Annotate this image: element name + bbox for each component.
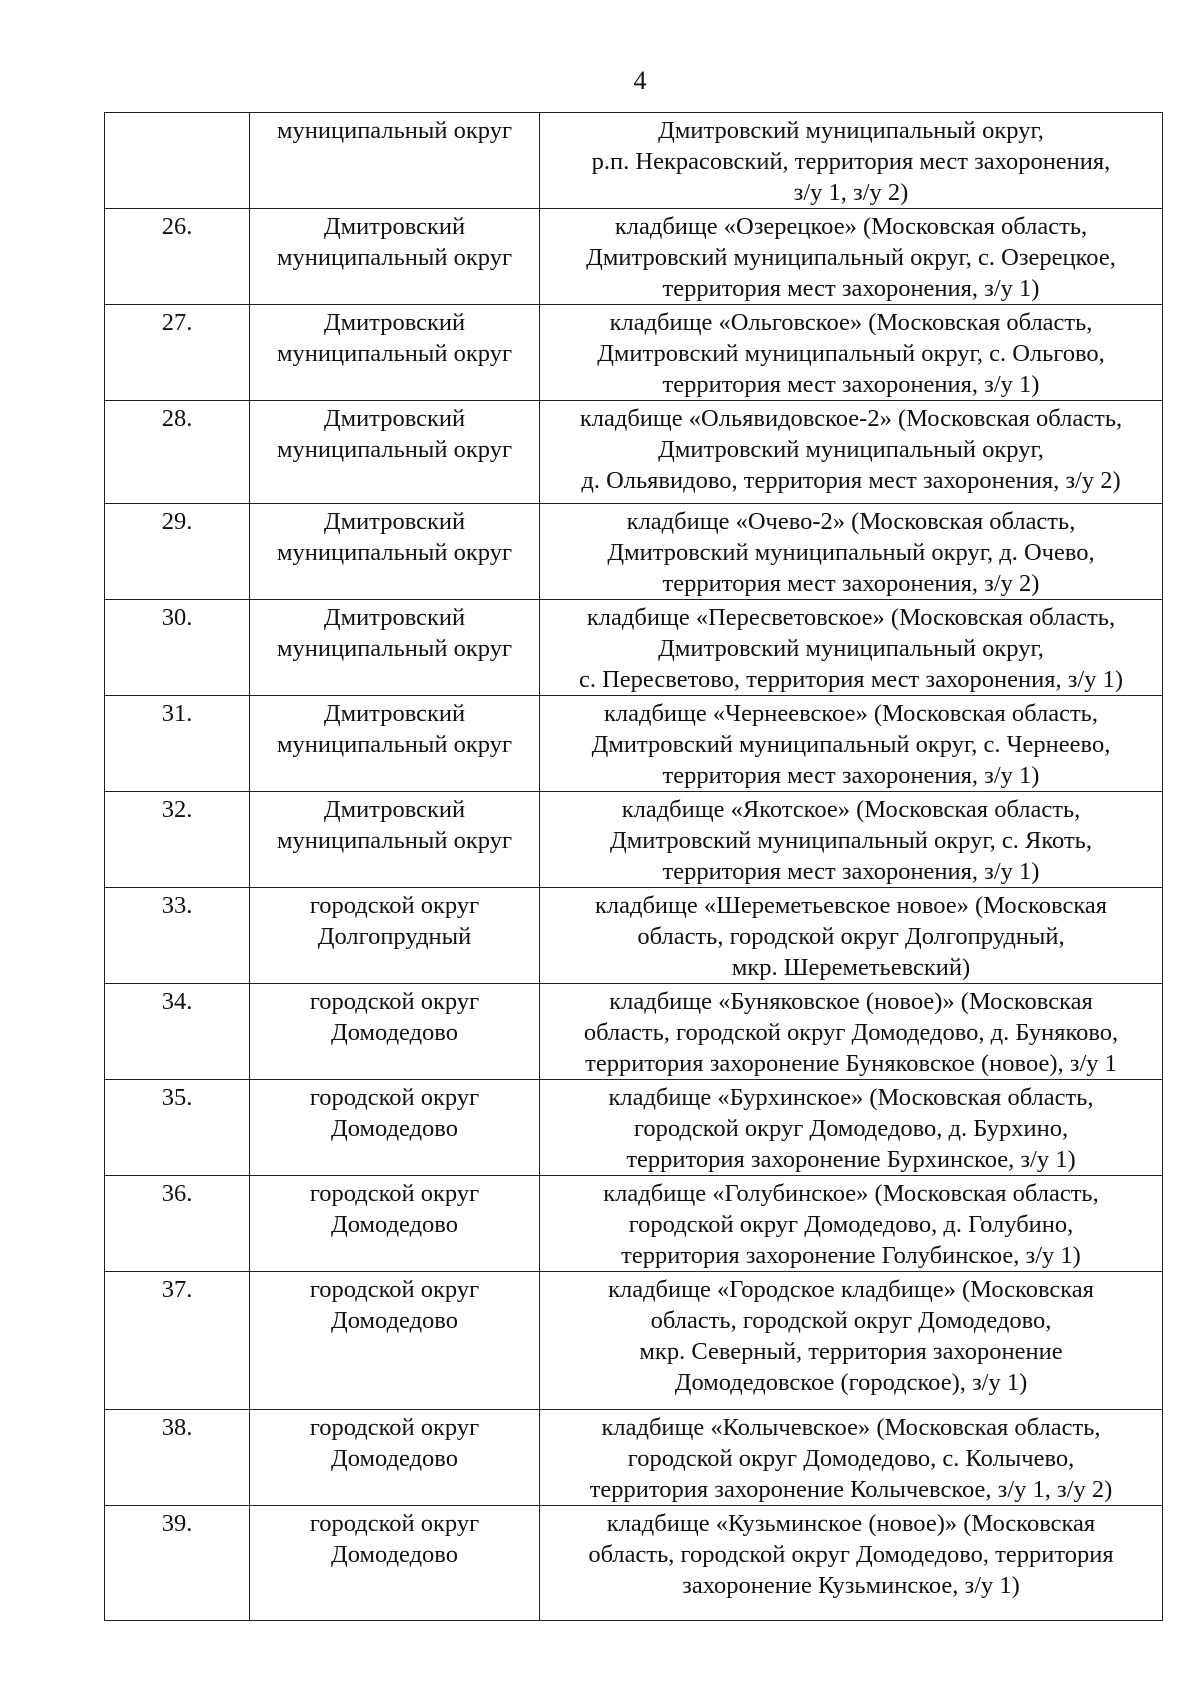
cemetery-line: область, городской округ Долгопрудный, bbox=[637, 923, 1065, 950]
cemetery-line: Домодедовское (городское), з/у 1) bbox=[674, 1369, 1028, 1396]
cemetery-line: кладбище «Пересветовское» (Московская область, bbox=[586, 604, 1116, 631]
cemetery-line: д. Ольявидово, территория мест захоронения, з/у 2) bbox=[581, 467, 1121, 494]
row-number-cell bbox=[105, 305, 250, 401]
municipality-cell bbox=[250, 984, 540, 1080]
cemetery-line: Дмитровский муниципальный округ, bbox=[658, 117, 1044, 144]
municipality-cell bbox=[250, 888, 540, 984]
row-number-cell bbox=[105, 401, 250, 504]
cemetery-line: городской округ Домодедово, д. Бурхино, bbox=[633, 1115, 1069, 1142]
municipality-line: городской округ bbox=[309, 1276, 480, 1303]
cemetery-line: территория захоронение Колычевское, з/у 1, з/у 2) bbox=[589, 1476, 1113, 1503]
row-number-cell bbox=[105, 984, 250, 1080]
row-number: 30. bbox=[161, 604, 193, 631]
cemetery-line: территория мест захоронения, з/у 1) bbox=[662, 762, 1040, 789]
municipality-line: Дмитровский bbox=[323, 508, 466, 535]
row-number-cell bbox=[105, 600, 250, 696]
row-number: 37. bbox=[161, 1276, 193, 1303]
municipality-line: муниципальный округ bbox=[277, 827, 512, 854]
cemetery-line: мкр. Шереметьевский) bbox=[731, 954, 971, 981]
table-row bbox=[105, 1080, 1163, 1176]
cemetery-line: Дмитровский муниципальный округ, bbox=[658, 436, 1044, 463]
municipality-line: муниципальный округ bbox=[277, 340, 512, 367]
cemetery-line: кладбище «Озерецкое» (Московская область, bbox=[614, 213, 1088, 240]
cemetery-cell bbox=[540, 113, 1163, 209]
cemetery-cell bbox=[540, 209, 1163, 305]
row-number: 34. bbox=[161, 988, 193, 1015]
municipality-line: Домодедово bbox=[331, 1445, 458, 1472]
cemetery-cell bbox=[540, 305, 1163, 401]
municipality-line: Домодедово bbox=[331, 1211, 458, 1238]
page-number: 4 bbox=[633, 66, 647, 95]
cemetery-line: территория мест захоронения, з/у 1) bbox=[662, 858, 1040, 885]
cemetery-line: Дмитровский муниципальный округ, д. Очево, bbox=[607, 539, 1095, 566]
municipality-cell bbox=[250, 1272, 540, 1410]
table-row bbox=[105, 1506, 1163, 1621]
cemetery-line: кладбище «Бурхинское» (Московская область, bbox=[608, 1084, 1094, 1111]
cemetery-cell bbox=[540, 792, 1163, 888]
municipality-line: городской округ bbox=[309, 1414, 480, 1441]
row-number: 28. bbox=[161, 405, 193, 432]
cemetery-cell bbox=[540, 696, 1163, 792]
municipality-line: Домодедово bbox=[331, 1115, 458, 1142]
cemetery-line: кладбище «Колычевское» (Московская область, bbox=[601, 1414, 1101, 1441]
row-number-cell bbox=[105, 209, 250, 305]
row-number: 26. bbox=[161, 213, 193, 240]
cemetery-line: Дмитровский муниципальный округ, с. Чернеево, bbox=[591, 731, 1111, 758]
municipality-line: муниципальный округ bbox=[277, 731, 512, 758]
municipality-line: городской округ bbox=[309, 988, 480, 1015]
cemetery-line: кладбище «Якотское» (Московская область, bbox=[621, 796, 1081, 823]
cemetery-cell bbox=[540, 1080, 1163, 1176]
cemetery-line: мкр. Северный, территория захоронение bbox=[639, 1338, 1063, 1365]
municipality-cell bbox=[250, 696, 540, 792]
table-row bbox=[105, 984, 1163, 1080]
cemetery-line: кладбище «Ольговское» (Московская область, bbox=[609, 309, 1093, 336]
row-number-cell bbox=[105, 113, 250, 209]
table-row bbox=[105, 401, 1163, 504]
municipality-line: Домодедово bbox=[331, 1541, 458, 1568]
municipality-line: Дмитровский bbox=[323, 309, 466, 336]
cemetery-line: территория захоронение Голубинское, з/у 1) bbox=[621, 1242, 1081, 1269]
municipality-line: Дмитровский bbox=[323, 700, 466, 727]
row-number-cell bbox=[105, 1176, 250, 1272]
table-row bbox=[105, 696, 1163, 792]
municipality-cell bbox=[250, 1080, 540, 1176]
municipality-cell bbox=[250, 600, 540, 696]
municipality-line: Дмитровский bbox=[323, 796, 466, 823]
cemetery-line: кладбище «Чернеевское» (Московская область, bbox=[604, 700, 1098, 727]
cemetery-cell bbox=[540, 1176, 1163, 1272]
row-number-cell bbox=[105, 1410, 250, 1506]
table-row bbox=[105, 113, 1163, 209]
cemetery-line: территория захоронение Бурхинское, з/у 1) bbox=[626, 1146, 1076, 1173]
municipality-cell bbox=[250, 1506, 540, 1621]
municipality-cell bbox=[250, 401, 540, 504]
cemetery-line: территория мест захоронения, з/у 1) bbox=[662, 371, 1040, 398]
row-number: 27. bbox=[161, 309, 193, 336]
cemetery-cell bbox=[540, 401, 1163, 504]
municipality-cell bbox=[250, 504, 540, 600]
municipality-line: Долгопрудный bbox=[317, 923, 472, 950]
row-number-cell bbox=[105, 888, 250, 984]
cemetery-line: Дмитровский муниципальный округ, bbox=[658, 635, 1044, 662]
cemetery-line: городской округ Домодедово, с. Колычево, bbox=[627, 1445, 1075, 1472]
cemetery-line: Дмитровский муниципальный округ, с. Озерецкое, bbox=[586, 244, 1116, 271]
cemetery-line: кладбище «Очево-2» (Московская область, bbox=[626, 508, 1076, 535]
municipality-line: муниципальный округ bbox=[277, 539, 512, 566]
table-row bbox=[105, 600, 1163, 696]
cemetery-line: территория мест захоронения, з/у 1) bbox=[662, 275, 1040, 302]
table-row bbox=[105, 305, 1163, 401]
table-row bbox=[105, 504, 1163, 600]
row-number: 35. bbox=[161, 1084, 193, 1111]
table-row bbox=[105, 792, 1163, 888]
municipality-line: Дмитровский bbox=[323, 604, 466, 631]
cemetery-cell bbox=[540, 600, 1163, 696]
row-number-cell bbox=[105, 1272, 250, 1410]
row-number: 39. bbox=[161, 1510, 193, 1537]
row-number: 31. bbox=[161, 700, 193, 727]
row-number: 36. bbox=[161, 1180, 193, 1207]
cemetery-line: Дмитровский муниципальный округ, с. Ольгово, bbox=[597, 340, 1105, 367]
cemetery-line: кладбище «Шереметьевское новое» (Московская bbox=[594, 892, 1108, 919]
row-number: 32. bbox=[161, 796, 193, 823]
table-row bbox=[105, 1176, 1163, 1272]
cemetery-line: р.п. Некрасовский, территория мест захоронения, bbox=[591, 148, 1111, 175]
table-row bbox=[105, 888, 1163, 984]
cemetery-line: кладбище «Кузьминское (новое)» (Московская bbox=[606, 1510, 1096, 1537]
cemetery-line: кладбище «Городское кладбище» (Московская bbox=[608, 1276, 1094, 1303]
municipality-cell bbox=[250, 305, 540, 401]
municipality-line: муниципальный округ bbox=[277, 635, 512, 662]
cemetery-line: захоронение Кузьминское, з/у 1) bbox=[682, 1572, 1020, 1599]
table-body bbox=[105, 113, 1163, 1621]
municipality-cell bbox=[250, 1410, 540, 1506]
row-number-cell bbox=[105, 1080, 250, 1176]
municipality-line: городской округ bbox=[309, 892, 480, 919]
row-number-cell bbox=[105, 1506, 250, 1621]
cemetery-cell bbox=[540, 1272, 1163, 1410]
cemetery-line: территория мест захоронения, з/у 2) bbox=[662, 570, 1040, 597]
row-number: 29. bbox=[161, 508, 193, 535]
municipality-line: городской округ bbox=[309, 1084, 480, 1111]
row-number-cell bbox=[105, 696, 250, 792]
cemetery-line: область, городской округ Домодедово, территория bbox=[588, 1541, 1114, 1568]
cemetery-cell bbox=[540, 888, 1163, 984]
row-number-cell bbox=[105, 792, 250, 888]
cemetery-cell bbox=[540, 984, 1163, 1080]
cemetery-line: городской округ Домодедово, д. Голубино, bbox=[628, 1211, 1074, 1238]
cemetery-line: область, городской округ Домодедово, bbox=[650, 1307, 1052, 1334]
municipality-line: муниципальный округ bbox=[277, 244, 512, 271]
cemetery-line: кладбище «Ольявидовское-2» (Московская область, bbox=[579, 405, 1123, 432]
cemetery-cell bbox=[540, 504, 1163, 600]
municipality-line: городской округ bbox=[309, 1180, 480, 1207]
cemetery-line: область, городской округ Домодедово, д. Буняково, bbox=[583, 1019, 1119, 1046]
municipality-line: Домодедово bbox=[331, 1307, 458, 1334]
municipality-line: Дмитровский bbox=[323, 405, 466, 432]
cemetery-line: з/у 1, з/у 2) bbox=[793, 179, 909, 206]
municipality-line: Домодедово bbox=[331, 1019, 458, 1046]
row-number: 38. bbox=[161, 1414, 193, 1441]
cemetery-line: Дмитровский муниципальный округ, с. Якоть, bbox=[610, 827, 1092, 854]
municipality-line: муниципальный округ bbox=[277, 436, 512, 463]
row-number: 33. bbox=[161, 892, 193, 919]
municipality-cell bbox=[250, 792, 540, 888]
municipality-line: муниципальный округ bbox=[277, 117, 512, 144]
cemetery-line: территория захоронение Буняковское (новое), з/у 1 bbox=[585, 1050, 1117, 1077]
table-row bbox=[105, 1272, 1163, 1410]
municipality-cell bbox=[250, 1176, 540, 1272]
municipality-line: городской округ bbox=[309, 1510, 480, 1537]
cemetery-table bbox=[104, 112, 1163, 1621]
cemetery-cell bbox=[540, 1410, 1163, 1506]
table-row bbox=[105, 209, 1163, 305]
municipality-line: Дмитровский bbox=[323, 213, 466, 240]
table-row bbox=[105, 1410, 1163, 1506]
cemetery-line: кладбище «Голубинское» (Московская область, bbox=[603, 1180, 1099, 1207]
municipality-cell bbox=[250, 209, 540, 305]
cemetery-line: с. Пересветово, территория мест захоронения, з/у 1) bbox=[578, 666, 1124, 693]
cemetery-cell bbox=[540, 1506, 1163, 1621]
cemetery-line: кладбище «Буняковское (новое)» (Московская bbox=[609, 988, 1093, 1015]
municipality-cell bbox=[250, 113, 540, 209]
row-number-cell bbox=[105, 504, 250, 600]
